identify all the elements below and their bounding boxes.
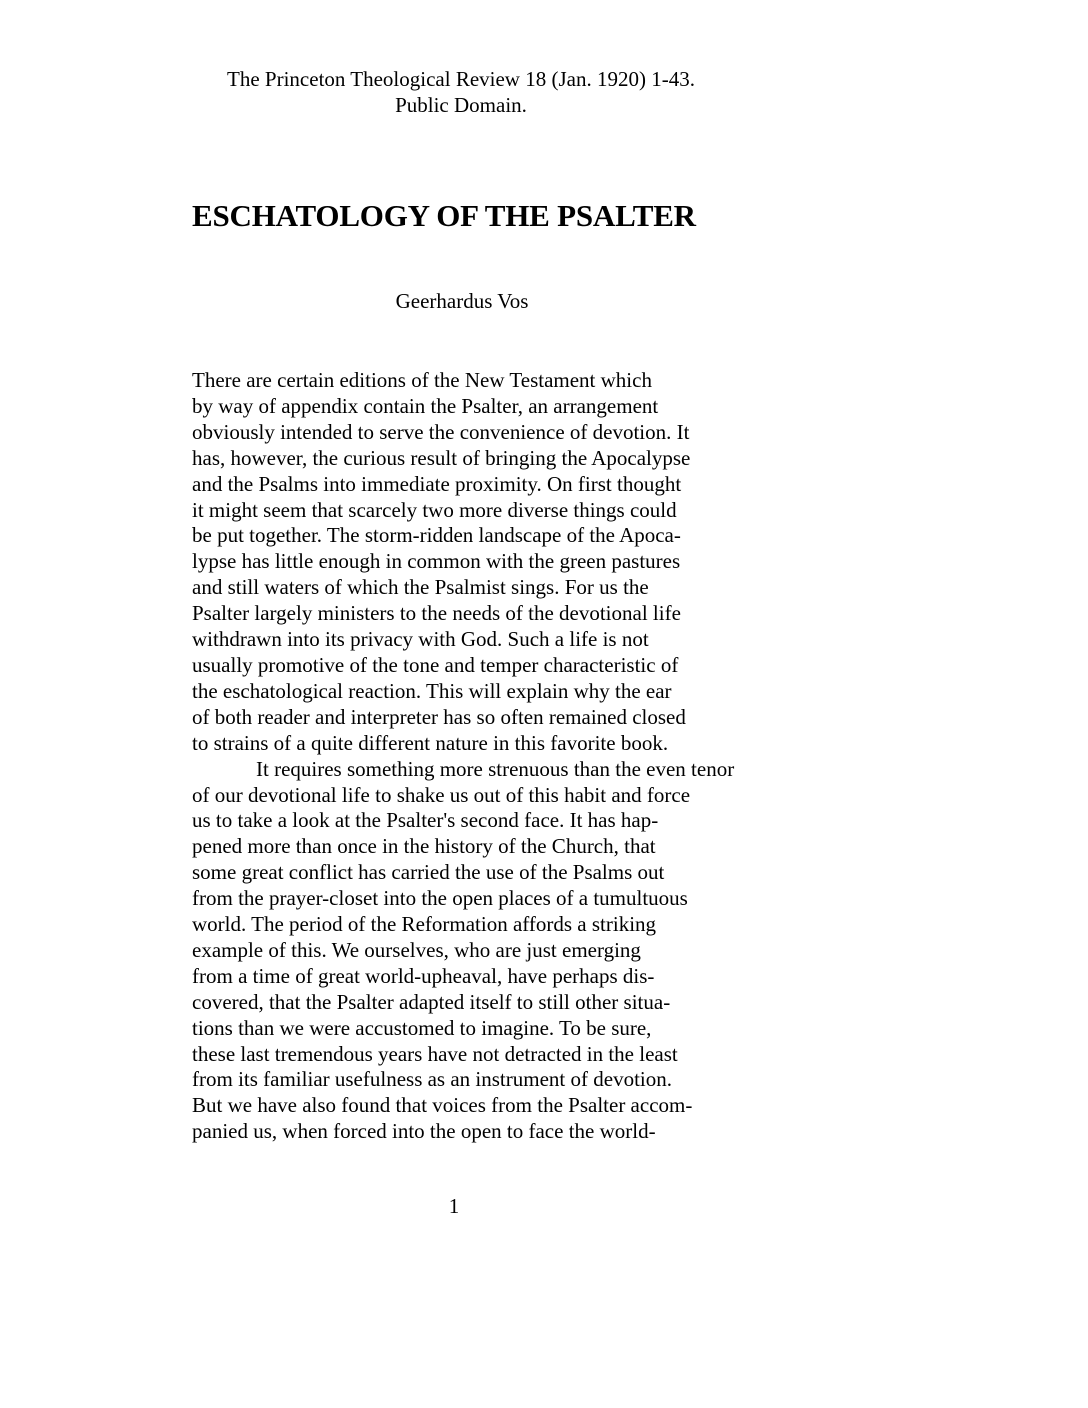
body-line: has, however, the curious result of bringing the Apocalypse — [192, 445, 691, 470]
body-line: There are certain editions of the New Testament which — [192, 368, 652, 392]
copyright-notice: Public Domain. — [395, 93, 527, 117]
body-line: these last tremendous years have not detracted in the least — [192, 1041, 678, 1066]
body-line: obviously intended to serve the convenience of devotion. It — [192, 419, 690, 444]
body-line: and still waters of which the Psalmist sings. For us the — [192, 575, 649, 600]
article-body — [192, 368, 792, 1145]
body-line: us to take a look at the Psalter's second face. It has hap- — [192, 808, 659, 833]
body-line: by way of appendix contain the Psalter, an arrangement — [192, 393, 659, 418]
body-line: lypse has little enough in common with the green pastures — [192, 549, 681, 574]
body-line: of both reader and interpreter has so often remained closed — [192, 704, 686, 729]
body-line: it might seem that scarcely two more diverse things could — [192, 497, 677, 522]
body-line: the eschatological reaction. This will explain why the ear — [192, 678, 672, 703]
body-line: panied us, when forced into the open to face the world- — [192, 1119, 656, 1144]
body-line: tions than we were accustomed to imagine. To be sure, — [192, 1015, 652, 1040]
body-line: world. The period of the Reformation affords a striking — [192, 912, 657, 937]
body-line: withdrawn into its privacy with God. Such a life is not — [192, 627, 649, 652]
body-line: usually promotive of the tone and temper characteristic of — [192, 652, 679, 677]
body-line: example of this. We ourselves, who are just emerging — [192, 937, 641, 962]
article-author: Geerhardus Vos — [395, 289, 529, 313]
body-line: be put together. The storm-ridden landscape of the Apoca- — [192, 523, 681, 548]
body-line: pened more than once in the history of the Church, that — [192, 834, 656, 859]
body-line: from the prayer-closet into the open places of a tumultuous — [192, 886, 688, 911]
body-line: covered, that the Psalter adapted itself to still other situa- — [192, 989, 671, 1014]
body-line: Psalter largely ministers to the needs of the devotional life — [192, 601, 681, 626]
page-number: 1 — [448, 1194, 460, 1218]
body-line: to strains of a quite different nature in this favorite book. — [192, 730, 669, 755]
body-line: of our devotional life to shake us out of this habit and force — [192, 782, 691, 807]
article-title: ESCHATOLOGY OF THE PSALTER — [192, 198, 696, 233]
body-line: from a time of great world-upheaval, have perhaps dis- — [192, 963, 655, 988]
body-line: from its familiar usefulness as an instrument of devotion. — [192, 1067, 672, 1092]
body-line: some great conflict has carried the use of the Psalms out — [192, 860, 665, 885]
body-line: But we have also found that voices from the Psalter accom- — [192, 1093, 693, 1118]
body-line-paragraph-start: It requires something more strenuous than the even tenor — [256, 756, 735, 781]
source-citation-line: The Princeton Theological Review 18 (Jan. 1920) 1-43. — [227, 67, 695, 91]
body-line: and the Psalms into immediate proximity. On first thought — [192, 471, 682, 496]
